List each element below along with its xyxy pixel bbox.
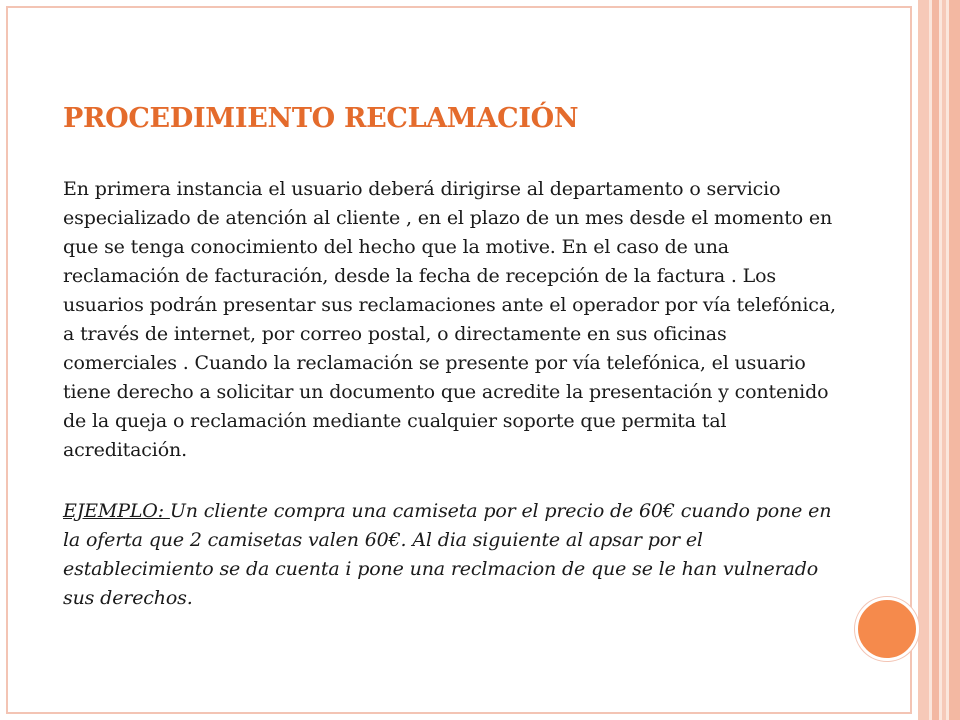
slide-title: PROCEDIMIENTO RECLAMACIÓN [63,103,579,134]
example-paragraph [63,497,843,613]
decorative-stripe [932,0,939,720]
example-label: EJEMPLO: [63,500,170,522]
decorative-circle [855,597,919,661]
example-text: Un cliente compra una camiseta por el precio de 60€ cuando pone en la oferta que 2 camisetas valen 60€. Al dia siguiente al apsar por el establecimiento se da cuenta i pone una reclmacion de que se le han vulnerado sus derechos. [63,500,832,609]
slide-body-text: En primera instancia el usuario deberá dirigirse al departamento o servicio especializado de atención al cliente , en el plazo de un mes desde el momento en que se tenga conocimiento del hecho que la motive. En el caso de una reclamación de facturación, desde la fecha de recepción de la factura . Los usuarios podrán presentar sus reclamaciones ante el operador por vía telefónica, a través de internet, por correo postal, o directamente en sus oficinas comerciales . Cuando la reclamación se presente por vía telefónica, el usuario tiene derecho a solicitar un documento que acredite la presentación y contenido de la queja o reclamación mediante cualquier soporte que permita tal acreditación. [63,178,836,461]
decorative-stripe [918,0,929,720]
decorative-stripe [949,0,960,720]
